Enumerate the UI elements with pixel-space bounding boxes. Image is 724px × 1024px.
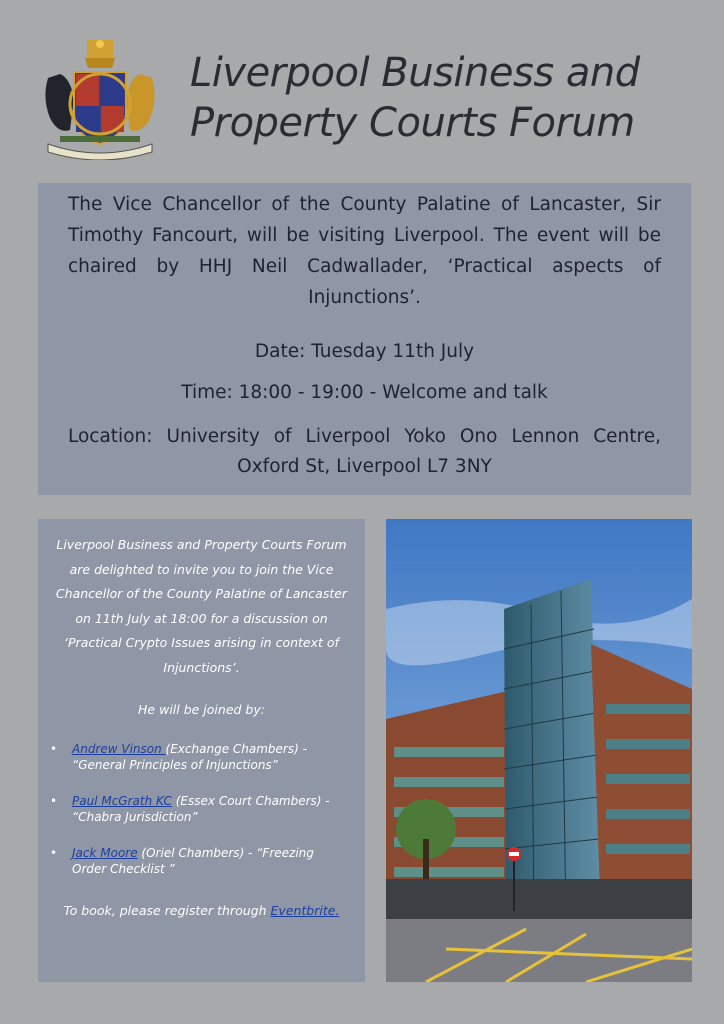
building-photo: [386, 519, 692, 982]
speaker-link-jack-moore[interactable]: Jack Moore: [72, 846, 138, 860]
page-title: [190, 48, 710, 148]
eventbrite-link[interactable]: Eventbrite.: [270, 903, 340, 918]
bullet-icon: •: [50, 846, 58, 860]
speaker-item: [50, 845, 349, 877]
event-date: Date: Tuesday 11th July: [254, 341, 475, 362]
speaker-link-andrew-vinson[interactable]: Andrew Vinson: [72, 742, 166, 756]
speaker-detail: (Oriel Chambers) - “Freezing Order Checklist ”: [72, 846, 314, 876]
speaker-link-paul-mcgrath[interactable]: Paul McGrath KC: [72, 794, 172, 808]
title-line-1: Liverpool Business and: [190, 50, 640, 96]
event-time: Time: 18:00 - 19:00 - Welcome and talk: [181, 382, 548, 403]
coat-of-arms-icon: [40, 38, 160, 160]
speaker-item: [50, 793, 349, 825]
bullet-icon: •: [50, 794, 58, 808]
invitation-panel: [38, 519, 365, 982]
event-intro: The Vice Chancellor of the County Palatine of Lancaster, Sir Timothy Fancourt, will be visiting Liverpool. The event will be chaired by HHJ Neil Cadwallader, ‘Practical aspects of Injunctions’.: [68, 194, 661, 308]
joined-by-heading: He will be joined by:: [138, 702, 265, 717]
event-location: Location: University of Liverpool Yoko Ono Lennon Centre, Oxford St, Liverpool L7 3NY: [68, 426, 661, 477]
speaker-item: [50, 741, 349, 773]
bullet-icon: •: [50, 742, 58, 756]
speaker-list: [50, 741, 349, 877]
booking-text: To book, please register through: [63, 903, 271, 918]
title-line-2: Property Courts Forum: [190, 100, 635, 146]
event-details-panel: [38, 183, 691, 495]
invitation-text: Liverpool Business and Property Courts Forum are delighted to invite you to join the Vice Chancellor of the County Palatine of Lancaster on 11th July at 18:00 for a discussion on ‘Practical Crypto Issues arising in context of Injunctions’.: [55, 537, 348, 675]
speaker-detail: (Essex Court Chambers) - “Chabra Jurisdiction”: [72, 794, 330, 824]
speaker-detail: (Exchange Chambers) - “General Principles of Injunctions”: [72, 742, 307, 772]
booking-line: [54, 903, 349, 918]
